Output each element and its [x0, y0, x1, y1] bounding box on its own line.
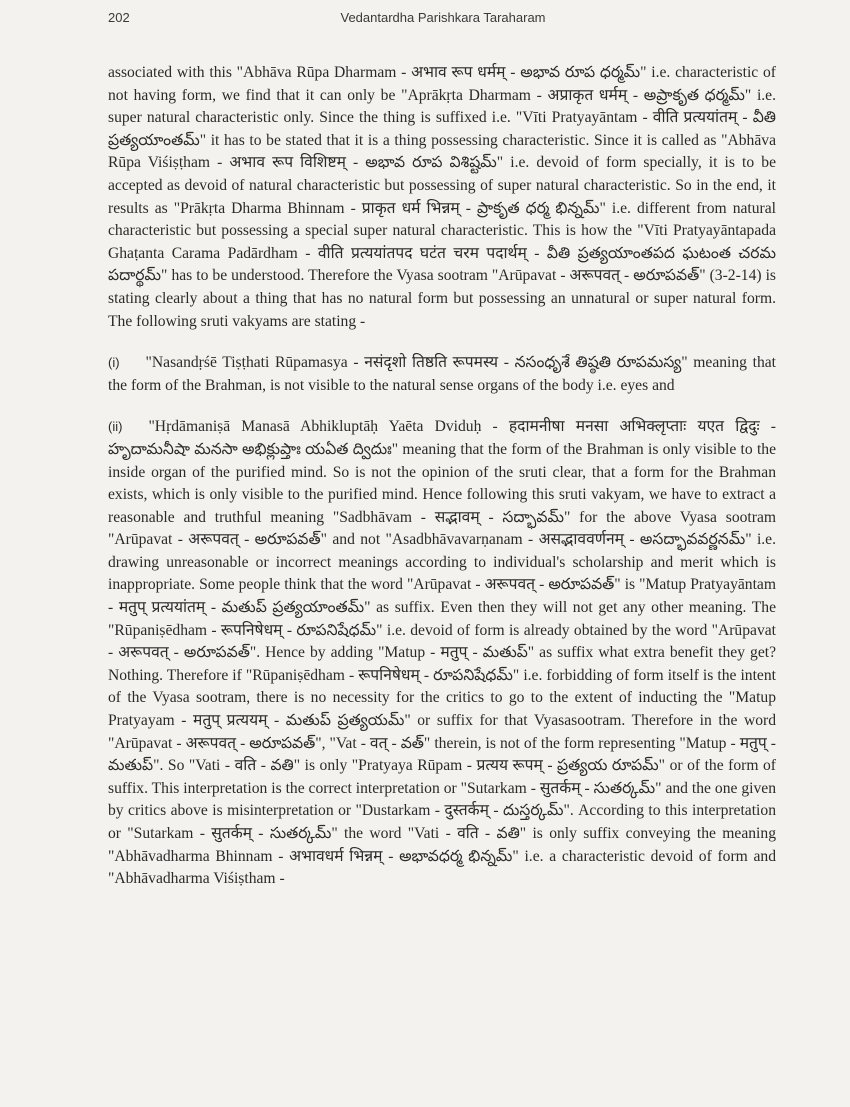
paragraph-intro: associated with this "Abhāva Rūpa Dharmam - अभाव रूप धर्मम् - అభావ రూప ధర్మమ్" i.e. characteristic of not having form, we find that it can only be "Aprākṛta Dharmam - अप्राकृत धर्मम् - అప్రాకృత ధర్మమ్" i.e. super natural characteristic only. Since the thing is suffixed i.e. "Vīti Pratyayāntam - वीति प्रत्ययांतम् - వీతి ప్రత్యయాంతమ్" it has to be stated that it is a thing possessing characteristic. Since it is called as "Abhāva Rūpa Viśiṣṭham - अभाव रूप विशिष्टम् - అభావ రూప విశిష్టమ్" i.e. devoid of form specially, it is to be accepted as devoid of natural characteristic but possessing of super natural characteristic. So in the end, it results as "Prākṛta Dharma Bhinnam - प्राकृत धर्म भिन्नम् - ప్రాకృత ధర్మ భిన్నమ్" i.e. different from natural characteristic but possessing a special super natural characteristic. This is how the "Vīti Pratyayāntapada Ghaṭanta Carama Padārdham - वीति प्रत्ययांतपद घटंत चरम पदार्थम् - వీతి ప్రత్యయాంతపద ఘటంత చరమ పదార్థమ్" has to be understood. Therefore the Vyasa sootram "Arūpavat - अरूपवत् - అరూపవత్" (3-2-14) is stating clearly about a thing that has no natural form but possessing an unnatural or super natural form. The following sruti vakyams are stating - — [108, 64, 776, 330]
item-number: (ii) — [108, 419, 123, 435]
book-title: Vedantardha Parishkara Taraharam — [340, 10, 546, 25]
paragraph-gap — [108, 333, 776, 352]
item-number: (i) — [108, 355, 120, 371]
item-text: "Nasandṛśē Tiṣṭhati Rūpamasya - नसंदृशो तिष्ठति रूपमस्य - నసంధృశే తిష్ఠతి రూపమస్య" meaning that the form of the Brahman, is not visible to the natural sense organs of the body i.e. eyes and — [108, 354, 776, 394]
page-body — [108, 62, 776, 891]
page-number: 202 — [108, 10, 130, 25]
page-header — [108, 10, 778, 30]
sruti-item-1 — [108, 352, 776, 397]
item-text: "Hṛdāmaniṣā Manasā Abhikluptāḥ Yaēta Dviduḥ - हदामनीषा मनसा अभिक्लृप्ताः यएत द्विदुः - హృదామనీషా మనసా అభిక్లుప్తాః యఏత ద్విదుః" meaning that the form of the Brahman is only visible to the inside organ of the purified mind. So is not the opinion of the sruti clear, that a form for the Brahman exists, which is only visible to the purified mind. Hence following this sruti vakyam, we have to extract a reasonable and truthful meaning "Sadbhāvam - सद्भावम् - సద్భావమ్" for the above Vyasa sootram "Arūpavat - अरूपवत् - అరూపవత్" and not "Asadbhāvavarṇanam - असद्भाववर्णनम् - అసద్భావవర్ణనమ్" i.e. drawing unreasonable or incorrect meanings according to individual's scholarship and merit which is inappropriate. Some people think that the word "Arūpavat - अरूपवत् - అరూపవత్" is "Matup Pratyayāntam - मतुप् प्रत्ययांतम् - మతుప్ ప్రత్యయాంతమ్" as suffix. Even then they will not get any other meaning. The "Rūpaniṣēdham - रूपनिषेधम् - రూపనిషేధమ్" i.e. devoid of form is already obtained by the word "Arūpavat - अरूपवत् - అరూపవత్". Hence by adding "Matup - मतुप् - మతుప్" as suffix what extra benefit they get? Nothing. Therefore if "Rūpaniṣēdham - रूपनिषेधम् - రూపనిషేధమ్" i.e. forbidding of form itself is the intent of the Vyasa sootram, there is no necessity for the critics to go to the extent of inducting the "Matup Pratyayam - मतुप् प्रत्ययम् - మతుప్ ప్రత్యయమ్" or suffix for that Vyasasootram. Therefore in the word "Arūpavat - अरूपवत् - అరూపవత్", "Vat - वत् - వత్" therein, is not of the form representing "Matup - मतुप् - మతుప్". So "Vati - वति - వతి" is only "Pratyaya Rūpam - प्रत्यय रूपम् - ప్రత్యయ రూపమ్" or of the form of suffix. This interpretation is the correct interpretation or "Sutarkam - सुतर्कम् - సుతర్కమ్" and the one given by critics above is misinterpretation or "Dustarkam - दुस्तर्कम् - దుస్తర్కమ్". According to this interpretation or "Sutarkam - सुतर्कम् - సుతర్కమ్" the word "Vati - वति - వతి" is only suffix conveying the meaning "Abhāvadharma Bhinnam - अभावधर्म भिन्नम् - అభావధర్మ భిన్నమ్" i.e. a characteristic devoid of form and "Abhāvadharma Viśiṣtham - — [108, 418, 776, 888]
sruti-item-2 — [108, 416, 776, 890]
paragraph-gap — [108, 397, 776, 416]
